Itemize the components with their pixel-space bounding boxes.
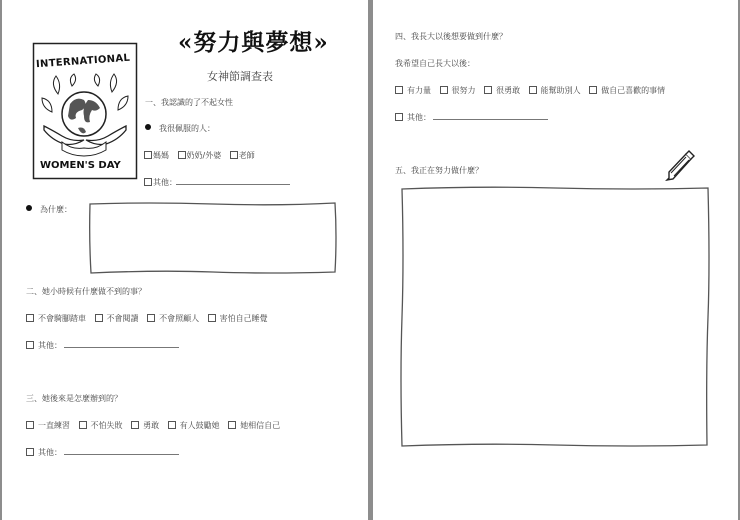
why-answer-box[interactable] [88, 201, 338, 275]
checkbox-mom[interactable]: 媽媽 [144, 151, 175, 160]
checkbox-strong[interactable]: 有力量 [395, 86, 437, 95]
checkbox-encourage[interactable]: 有人鼓勵她 [168, 421, 226, 430]
page-title: «努力與夢想» [178, 29, 329, 56]
q1-options [144, 150, 255, 161]
worksheet-page-2 [373, 0, 738, 520]
checkbox-other [26, 341, 34, 349]
pencil-icon [665, 150, 695, 182]
q3-options [26, 420, 280, 431]
q2-other-line[interactable] [64, 347, 179, 348]
checkbox-sleep[interactable]: 害怕自己睡覺 [208, 314, 268, 323]
q4-other[interactable]: 其他： [395, 112, 431, 123]
checkbox-brave[interactable]: 很勇敢 [484, 86, 526, 95]
checkbox-hardwork[interactable]: 很努力 [440, 86, 482, 95]
q4-prompt: 我希望自己長大以後： [395, 59, 475, 68]
checkbox-practice[interactable]: 一直練習 [26, 421, 76, 430]
checkbox-believe[interactable]: 她相信自己 [228, 421, 280, 430]
q1-admire-label: 我很佩服的人： [159, 124, 215, 133]
checkbox-favorite[interactable]: 做自己喜歡的事情 [589, 86, 665, 95]
q5-heading: 五、我正在努力做什麼？ [395, 166, 483, 175]
checkbox-grandma[interactable]: 奶奶/外婆 [178, 151, 228, 160]
worksheet-page-1 [2, 0, 368, 520]
checkbox-brave[interactable]: 勇敢 [131, 421, 165, 430]
q1-other[interactable]: 其他： [144, 177, 177, 188]
bullet [26, 205, 32, 211]
checkbox-fail[interactable]: 不怕失敗 [79, 421, 129, 430]
q2-options [26, 313, 268, 324]
checkbox-read[interactable]: 不會閱讀 [95, 314, 145, 323]
q4-options [395, 85, 665, 96]
checkbox-care[interactable]: 不會照顧人 [147, 314, 205, 323]
checkbox-other [395, 113, 403, 121]
q4-heading: 四、我長大以後想要做到什麼？ [395, 32, 507, 41]
logo-text-top: INTERNATIONAL [35, 52, 131, 71]
womens-day-logo [32, 42, 138, 180]
logo-text-bottom: WOMEN'S DAY [40, 160, 121, 171]
q1-why-label: 為什麼： [40, 205, 72, 214]
checkbox-teacher[interactable]: 老師 [230, 151, 255, 160]
checkbox-help[interactable]: 能幫助別人 [529, 86, 587, 95]
page-subtitle: 女神節調查表 [207, 70, 273, 83]
q1-other-line[interactable] [176, 184, 290, 185]
q3-other[interactable]: 其他： [26, 447, 62, 458]
q1-heading: 一、我認識的了不起女性 [145, 98, 233, 107]
q2-other[interactable]: 其他： [26, 340, 62, 351]
checkbox-other [26, 448, 34, 456]
checkbox-other [144, 178, 152, 186]
q4-other-line[interactable] [433, 119, 548, 120]
q3-heading: 三、她後來是怎麼辦到的？ [26, 394, 122, 403]
q2-heading: 二、她小時候有什麼做不到的事？ [26, 287, 146, 296]
bullet [145, 124, 151, 130]
checkbox-bike[interactable]: 不會騎腳踏車 [26, 314, 92, 323]
effort-answer-box[interactable] [399, 185, 711, 449]
q3-other-line[interactable] [64, 454, 179, 455]
